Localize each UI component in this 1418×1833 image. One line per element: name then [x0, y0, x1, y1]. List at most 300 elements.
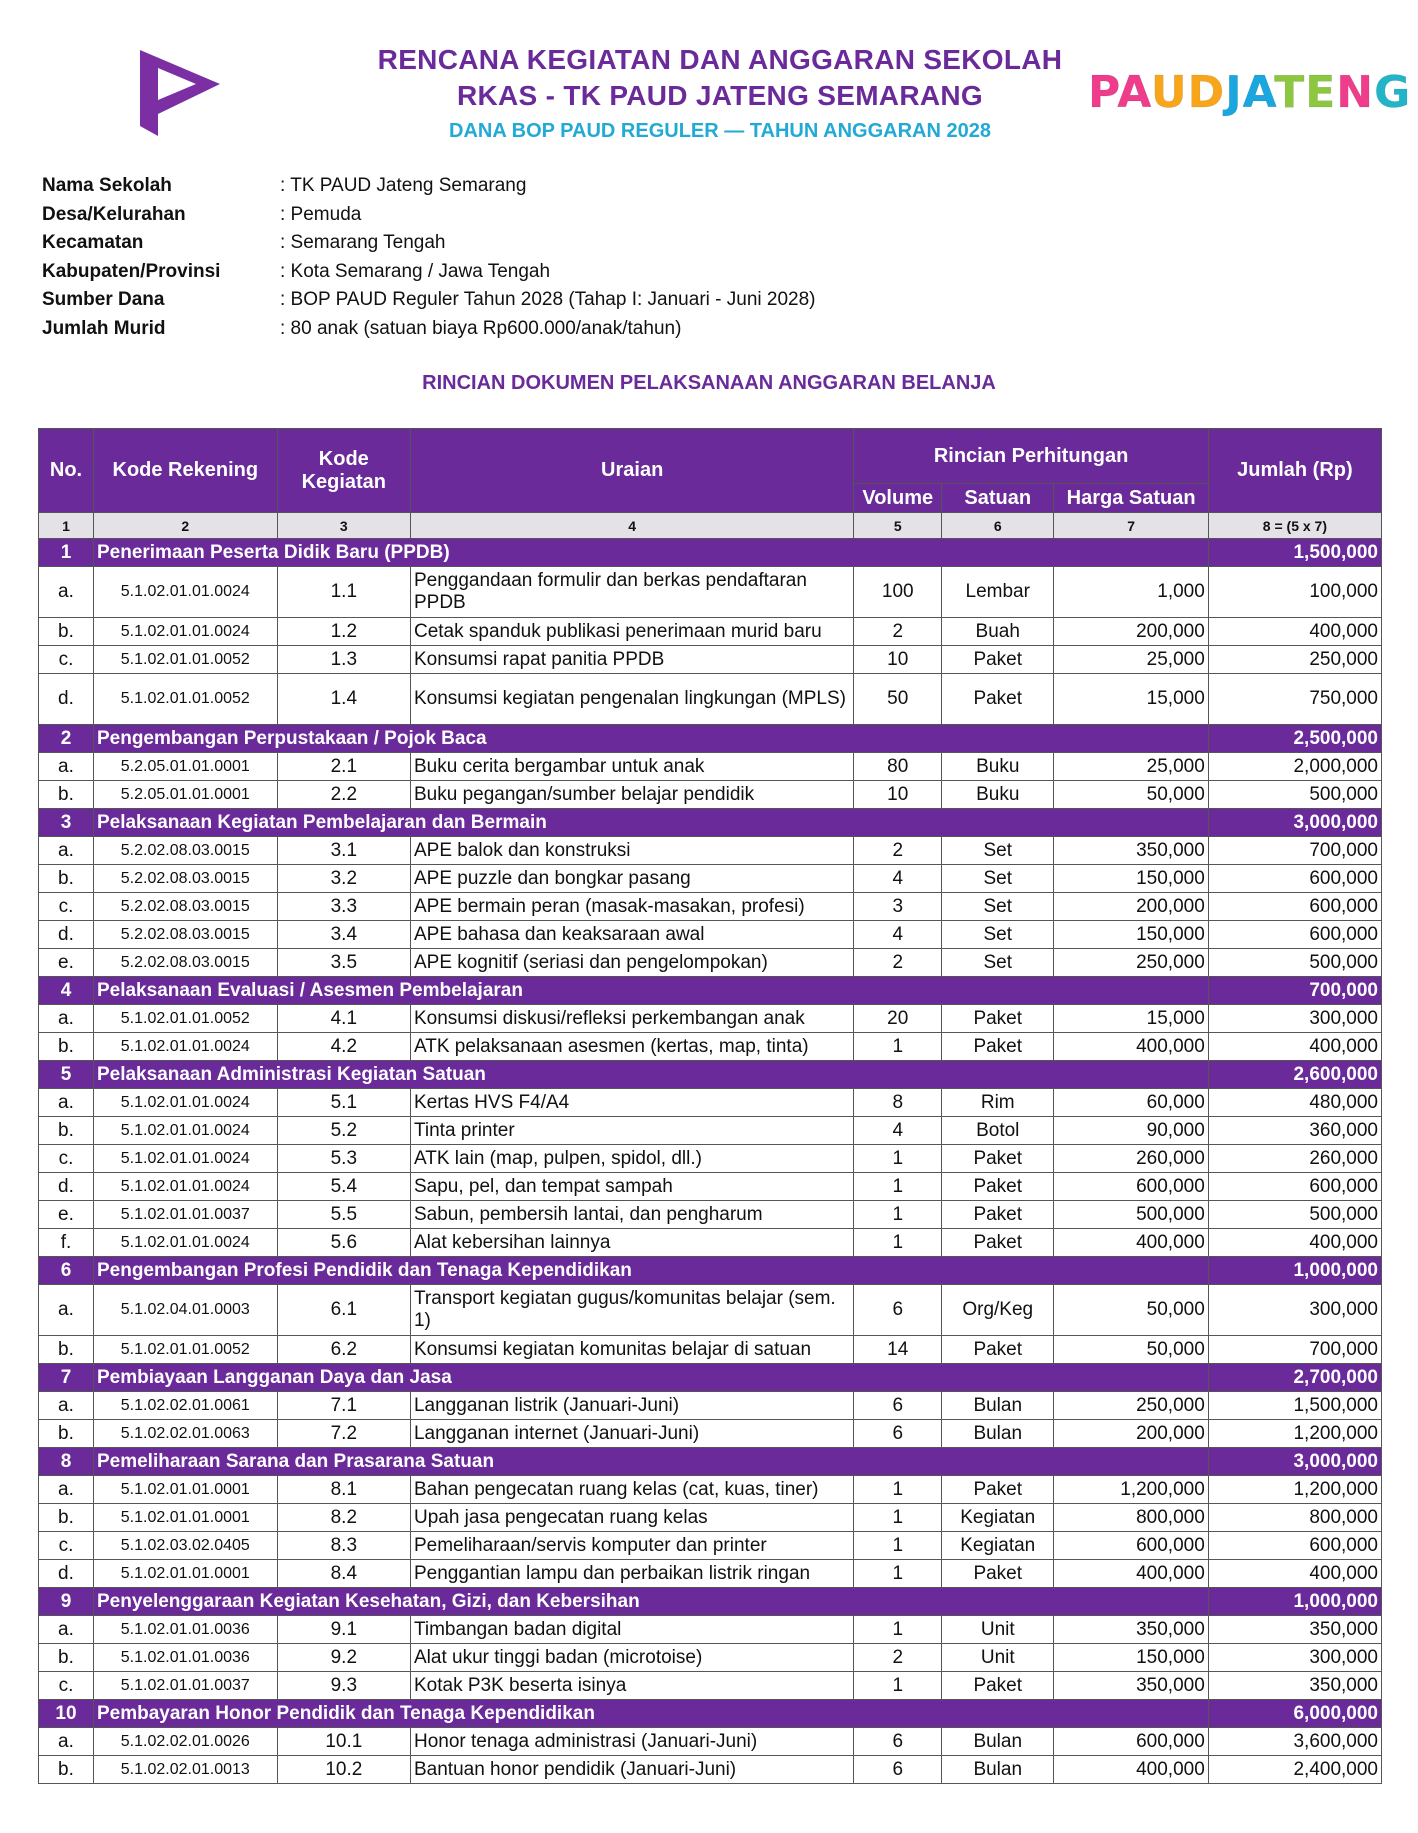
- item-volume: 10: [854, 646, 942, 674]
- info-label: Desa/Kelurahan: [42, 203, 186, 225]
- item-row: [39, 618, 1382, 646]
- item-volume: 14: [854, 1336, 942, 1364]
- item-harga-satuan: 250,000: [1054, 949, 1208, 977]
- item-uraian: APE kognitif (seriasi dan pengelompokan): [410, 949, 853, 977]
- school-logo-icon: [140, 50, 220, 136]
- item-kode-rekening: 5.1.02.02.01.0061: [93, 1392, 277, 1420]
- item-row: [39, 837, 1382, 865]
- item-kode-rekening: 5.1.02.01.01.0036: [93, 1644, 277, 1672]
- item-harga-satuan: 150,000: [1054, 1644, 1208, 1672]
- item-no: a.: [39, 1728, 94, 1756]
- category-total: 2,700,000: [1208, 1364, 1381, 1392]
- item-volume: 1: [854, 1560, 942, 1588]
- item-harga-satuan: 1,200,000: [1054, 1476, 1208, 1504]
- brand-letter: T: [1274, 67, 1306, 118]
- item-no: a.: [39, 1476, 94, 1504]
- item-row: [39, 1756, 1382, 1784]
- document-subtitle: DANA BOP PAUD REGULER — TAHUN ANGGARAN 2028: [449, 120, 991, 142]
- category-name: Pengembangan Profesi Pendidik dan Tenaga Kependidikan: [93, 1257, 1208, 1285]
- item-no: b.: [39, 1420, 94, 1448]
- category-row: [39, 809, 1382, 837]
- category-no: 6: [39, 1257, 94, 1285]
- item-jumlah: 1,200,000: [1208, 1420, 1381, 1448]
- item-row: [39, 1392, 1382, 1420]
- item-volume: 2: [854, 837, 942, 865]
- category-total: 2,500,000: [1208, 725, 1381, 753]
- header-volume: Volume: [854, 484, 942, 513]
- item-volume: 2: [854, 1644, 942, 1672]
- item-no: e.: [39, 949, 94, 977]
- category-name: Pelaksanaan Evaluasi / Asesmen Pembelajaran: [93, 977, 1208, 1005]
- header-rincian: Rincian Perhitungan: [854, 429, 1208, 484]
- item-kode-rekening: 5.1.02.01.01.0024: [93, 1173, 277, 1201]
- brand-letter: N: [1336, 67, 1375, 118]
- item-volume: 3: [854, 893, 942, 921]
- item-jumlah: 400,000: [1208, 1560, 1381, 1588]
- category-no: 3: [39, 809, 94, 837]
- item-harga-satuan: 25,000: [1054, 646, 1208, 674]
- item-uraian: Honor tenaga administrasi (Januari-Juni): [410, 1728, 853, 1756]
- item-uraian: ATK pelaksanaan asesmen (kertas, map, tinta): [410, 1033, 853, 1061]
- item-kode-kegiatan: 2.2: [277, 781, 410, 809]
- item-row: [39, 921, 1382, 949]
- item-volume: 6: [854, 1392, 942, 1420]
- item-no: c.: [39, 1672, 94, 1700]
- item-volume: 1: [854, 1173, 942, 1201]
- item-uraian: APE balok dan konstruksi: [410, 837, 853, 865]
- item-kode-rekening: 5.1.02.01.01.0052: [93, 674, 277, 725]
- item-satuan: Set: [942, 921, 1054, 949]
- category-row: [39, 1700, 1382, 1728]
- item-kode-rekening: 5.1.02.02.01.0026: [93, 1728, 277, 1756]
- item-no: a.: [39, 1089, 94, 1117]
- item-satuan: Paket: [942, 1005, 1054, 1033]
- item-uraian: Pemeliharaan/servis komputer dan printer: [410, 1532, 853, 1560]
- item-satuan: Paket: [942, 1145, 1054, 1173]
- item-harga-satuan: 350,000: [1054, 1616, 1208, 1644]
- item-satuan: Paket: [942, 1229, 1054, 1257]
- item-harga-satuan: 200,000: [1054, 618, 1208, 646]
- header-satuan: Satuan: [942, 484, 1054, 513]
- item-jumlah: 480,000: [1208, 1089, 1381, 1117]
- item-row: [39, 567, 1382, 618]
- item-jumlah: 350,000: [1208, 1672, 1381, 1700]
- category-no: 2: [39, 725, 94, 753]
- item-row: [39, 1089, 1382, 1117]
- category-row: [39, 1257, 1382, 1285]
- category-row: [39, 1588, 1382, 1616]
- info-value: : BOP PAUD Reguler Tahun 2028 (Tahap I: Januari - Juni 2028): [280, 289, 816, 311]
- item-row: [39, 1420, 1382, 1448]
- item-satuan: Buku: [942, 781, 1054, 809]
- item-jumlah: 500,000: [1208, 949, 1381, 977]
- item-kode-kegiatan: 8.1: [277, 1476, 410, 1504]
- category-no: 10: [39, 1700, 94, 1728]
- item-no: a.: [39, 1285, 94, 1336]
- item-row: [39, 1532, 1382, 1560]
- item-volume: 100: [854, 567, 942, 618]
- category-name: Pengembangan Perpustakaan / Pojok Baca: [93, 725, 1208, 753]
- item-no: e.: [39, 1201, 94, 1229]
- item-no: b.: [39, 1033, 94, 1061]
- item-harga-satuan: 60,000: [1054, 1089, 1208, 1117]
- item-kode-rekening: 5.1.02.01.01.0001: [93, 1476, 277, 1504]
- item-kode-kegiatan: 6.2: [277, 1336, 410, 1364]
- item-kode-kegiatan: 3.4: [277, 921, 410, 949]
- document-title-school: RKAS - TK PAUD JATENG SEMARANG: [457, 80, 983, 111]
- item-no: c.: [39, 646, 94, 674]
- item-satuan: Paket: [942, 1560, 1054, 1588]
- title-block: [300, 42, 1140, 146]
- category-total: 3,000,000: [1208, 809, 1381, 837]
- brand-letter: P: [1088, 67, 1118, 118]
- item-uraian: Buku pegangan/sumber belajar pendidik: [410, 781, 853, 809]
- item-kode-kegiatan: 7.2: [277, 1420, 410, 1448]
- item-volume: 2: [854, 949, 942, 977]
- category-name: Pembiayaan Langganan Daya dan Jasa: [93, 1364, 1208, 1392]
- item-kode-kegiatan: 1.4: [277, 674, 410, 725]
- item-uraian: Kertas HVS F4/A4: [410, 1089, 853, 1117]
- category-total: 6,000,000: [1208, 1700, 1381, 1728]
- item-no: b.: [39, 865, 94, 893]
- item-jumlah: 500,000: [1208, 781, 1381, 809]
- item-satuan: Set: [942, 893, 1054, 921]
- item-kode-rekening: 5.1.02.01.01.0037: [93, 1672, 277, 1700]
- item-kode-rekening: 5.1.02.02.01.0063: [93, 1420, 277, 1448]
- item-satuan: Paket: [942, 1033, 1054, 1061]
- item-volume: 1: [854, 1532, 942, 1560]
- item-no: a.: [39, 1005, 94, 1033]
- info-row: [42, 172, 942, 201]
- item-uraian: APE bahasa dan keaksaraan awal: [410, 921, 853, 949]
- item-kode-kegiatan: 5.3: [277, 1145, 410, 1173]
- item-kode-rekening: 5.2.05.01.01.0001: [93, 753, 277, 781]
- item-uraian: APE puzzle dan bongkar pasang: [410, 865, 853, 893]
- item-uraian: Penggantian lampu dan perbaikan listrik ringan: [410, 1560, 853, 1588]
- item-satuan: Unit: [942, 1616, 1054, 1644]
- item-no: b.: [39, 1336, 94, 1364]
- category-name: Penerimaan Peserta Didik Baru (PPDB): [93, 539, 1208, 567]
- document-header: [0, 0, 1418, 160]
- header-harga-satuan: Harga Satuan: [1054, 484, 1208, 513]
- item-uraian: APE bermain peran (masak-masakan, profesi): [410, 893, 853, 921]
- category-no: 5: [39, 1061, 94, 1089]
- item-row: [39, 1644, 1382, 1672]
- item-satuan: Botol: [942, 1117, 1054, 1145]
- item-satuan: Bulan: [942, 1728, 1054, 1756]
- header-kode-rekening: Kode Rekening: [93, 429, 277, 513]
- item-kode-rekening: 5.1.02.04.01.0003: [93, 1285, 277, 1336]
- category-row: [39, 1448, 1382, 1476]
- brand-letter: J: [1225, 67, 1243, 118]
- info-row: [42, 258, 942, 287]
- item-harga-satuan: 400,000: [1054, 1756, 1208, 1784]
- item-harga-satuan: 150,000: [1054, 865, 1208, 893]
- item-kode-rekening: 5.1.02.03.02.0405: [93, 1532, 277, 1560]
- item-kode-rekening: 5.1.02.01.01.0024: [93, 1117, 277, 1145]
- category-row: [39, 977, 1382, 1005]
- item-uraian: ATK lain (map, pulpen, spidol, dll.): [410, 1145, 853, 1173]
- item-kode-rekening: 5.1.02.01.01.0036: [93, 1616, 277, 1644]
- item-uraian: Tinta printer: [410, 1117, 853, 1145]
- item-row: [39, 1033, 1382, 1061]
- item-harga-satuan: 350,000: [1054, 837, 1208, 865]
- category-name: Pelaksanaan Kegiatan Pembelajaran dan Bermain: [93, 809, 1208, 837]
- item-kode-kegiatan: 10.1: [277, 1728, 410, 1756]
- category-total: 3,000,000: [1208, 1448, 1381, 1476]
- info-value: : 80 anak (satuan biaya Rp600.000/anak/tahun): [280, 317, 682, 339]
- item-volume: 20: [854, 1005, 942, 1033]
- item-kode-kegiatan: 5.1: [277, 1089, 410, 1117]
- item-no: c.: [39, 893, 94, 921]
- budget-table: [38, 428, 1382, 1784]
- item-jumlah: 2,400,000: [1208, 1756, 1381, 1784]
- item-jumlah: 250,000: [1208, 646, 1381, 674]
- item-volume: 4: [854, 1117, 942, 1145]
- item-satuan: Bulan: [942, 1420, 1054, 1448]
- info-label: Kecamatan: [42, 232, 144, 254]
- item-satuan: Paket: [942, 1476, 1054, 1504]
- item-jumlah: 350,000: [1208, 1616, 1381, 1644]
- item-satuan: Paket: [942, 1336, 1054, 1364]
- item-kode-kegiatan: 1.1: [277, 567, 410, 618]
- item-harga-satuan: 15,000: [1054, 674, 1208, 725]
- item-volume: 1: [854, 1033, 942, 1061]
- item-kode-rekening: 5.1.02.01.01.0024: [93, 618, 277, 646]
- item-kode-rekening: 5.1.02.02.01.0013: [93, 1756, 277, 1784]
- item-kode-kegiatan: 7.1: [277, 1392, 410, 1420]
- item-satuan: Set: [942, 949, 1054, 977]
- item-jumlah: 600,000: [1208, 1173, 1381, 1201]
- item-harga-satuan: 150,000: [1054, 921, 1208, 949]
- item-row: [39, 1476, 1382, 1504]
- item-row: [39, 781, 1382, 809]
- item-no: a.: [39, 567, 94, 618]
- item-no: a.: [39, 1616, 94, 1644]
- info-row: [42, 229, 942, 258]
- item-satuan: Paket: [942, 674, 1054, 725]
- item-satuan: Kegiatan: [942, 1504, 1054, 1532]
- item-kode-kegiatan: 2.1: [277, 753, 410, 781]
- item-no: d.: [39, 1173, 94, 1201]
- item-row: [39, 1504, 1382, 1532]
- item-kode-kegiatan: 6.1: [277, 1285, 410, 1336]
- item-row: [39, 1173, 1382, 1201]
- item-row: [39, 1145, 1382, 1173]
- item-uraian: Kotak P3K beserta isinya: [410, 1672, 853, 1700]
- column-number-row: [39, 513, 1382, 539]
- item-jumlah: 800,000: [1208, 1504, 1381, 1532]
- item-row: [39, 1672, 1382, 1700]
- item-kode-kegiatan: 5.5: [277, 1201, 410, 1229]
- item-kode-kegiatan: 5.2: [277, 1117, 410, 1145]
- item-volume: 8: [854, 1089, 942, 1117]
- item-satuan: Paket: [942, 646, 1054, 674]
- item-volume: 6: [854, 1728, 942, 1756]
- item-no: d.: [39, 1560, 94, 1588]
- item-satuan: Bulan: [942, 1392, 1054, 1420]
- item-row: [39, 865, 1382, 893]
- item-kode-kegiatan: 9.2: [277, 1644, 410, 1672]
- item-uraian: Sapu, pel, dan tempat sampah: [410, 1173, 853, 1201]
- item-kode-kegiatan: 3.3: [277, 893, 410, 921]
- item-harga-satuan: 25,000: [1054, 753, 1208, 781]
- column-number: 1: [39, 513, 94, 539]
- item-kode-kegiatan: 5.6: [277, 1229, 410, 1257]
- item-no: a.: [39, 837, 94, 865]
- item-harga-satuan: 600,000: [1054, 1532, 1208, 1560]
- item-jumlah: 700,000: [1208, 837, 1381, 865]
- item-jumlah: 600,000: [1208, 865, 1381, 893]
- item-no: b.: [39, 1504, 94, 1532]
- column-number: 5: [854, 513, 942, 539]
- item-kode-rekening: 5.2.02.08.03.0015: [93, 949, 277, 977]
- header-kode-kegiatan: Kode Kegiatan: [277, 429, 410, 513]
- info-row: [42, 286, 942, 315]
- column-number: 2: [93, 513, 277, 539]
- info-label: Jumlah Murid: [42, 317, 166, 339]
- item-kode-rekening: 5.1.02.01.01.0024: [93, 567, 277, 618]
- item-satuan: Buku: [942, 753, 1054, 781]
- info-row: [42, 315, 942, 344]
- item-kode-rekening: 5.1.02.01.01.0024: [93, 1145, 277, 1173]
- item-satuan: Buah: [942, 618, 1054, 646]
- item-kode-rekening: 5.2.02.08.03.0015: [93, 837, 277, 865]
- item-kode-rekening: 5.1.02.01.01.0001: [93, 1504, 277, 1532]
- item-row: [39, 1616, 1382, 1644]
- item-kode-kegiatan: 3.2: [277, 865, 410, 893]
- item-harga-satuan: 600,000: [1054, 1728, 1208, 1756]
- info-value: : Pemuda: [280, 203, 362, 225]
- item-no: d.: [39, 674, 94, 725]
- item-jumlah: 260,000: [1208, 1145, 1381, 1173]
- item-no: b.: [39, 1644, 94, 1672]
- item-jumlah: 700,000: [1208, 1336, 1381, 1364]
- item-row: [39, 1229, 1382, 1257]
- item-no: b.: [39, 781, 94, 809]
- item-row: [39, 1117, 1382, 1145]
- item-satuan: Set: [942, 865, 1054, 893]
- item-satuan: Lembar: [942, 567, 1054, 618]
- brand-letter: U: [1150, 67, 1188, 118]
- item-uraian: Penggandaan formulir dan berkas pendaftaran PPDB: [410, 567, 853, 618]
- item-no: d.: [39, 921, 94, 949]
- item-kode-kegiatan: 8.2: [277, 1504, 410, 1532]
- category-no: 4: [39, 977, 94, 1005]
- item-harga-satuan: 600,000: [1054, 1173, 1208, 1201]
- category-name: Pelaksanaan Administrasi Kegiatan Satuan: [93, 1061, 1208, 1089]
- info-label: Sumber Dana: [42, 289, 165, 311]
- info-label: Nama Sekolah: [42, 175, 172, 197]
- item-volume: 2: [854, 618, 942, 646]
- item-volume: 1: [854, 1145, 942, 1173]
- item-kode-kegiatan: 5.4: [277, 1173, 410, 1201]
- item-jumlah: 400,000: [1208, 1033, 1381, 1061]
- item-volume: 1: [854, 1504, 942, 1532]
- item-jumlah: 1,200,000: [1208, 1476, 1381, 1504]
- item-kode-rekening: 5.1.02.01.01.0024: [93, 1033, 277, 1061]
- item-kode-kegiatan: 9.1: [277, 1616, 410, 1644]
- brand-letter: A: [1242, 67, 1275, 118]
- brand-letter: E: [1305, 67, 1337, 118]
- item-kode-kegiatan: 9.3: [277, 1672, 410, 1700]
- item-kode-kegiatan: 8.4: [277, 1560, 410, 1588]
- item-kode-rekening: 5.1.02.01.01.0024: [93, 1089, 277, 1117]
- item-no: b.: [39, 1756, 94, 1784]
- item-kode-rekening: 5.1.02.01.01.0052: [93, 646, 277, 674]
- item-harga-satuan: 400,000: [1054, 1033, 1208, 1061]
- item-satuan: Org/Keg: [942, 1285, 1054, 1336]
- item-jumlah: 3,600,000: [1208, 1728, 1381, 1756]
- item-volume: 50: [854, 674, 942, 725]
- item-uraian: Langganan listrik (Januari-Juni): [410, 1392, 853, 1420]
- item-satuan: Kegiatan: [942, 1532, 1054, 1560]
- item-jumlah: 750,000: [1208, 674, 1381, 725]
- item-harga-satuan: 1,000: [1054, 567, 1208, 618]
- item-harga-satuan: 200,000: [1054, 893, 1208, 921]
- item-harga-satuan: 15,000: [1054, 1005, 1208, 1033]
- brand-letter: D: [1187, 67, 1226, 118]
- item-row: [39, 753, 1382, 781]
- header-uraian: Uraian: [410, 429, 853, 513]
- document-title: RENCANA KEGIATAN DAN ANGGARAN SEKOLAH: [377, 44, 1063, 75]
- item-volume: 1: [854, 1476, 942, 1504]
- item-satuan: Rim: [942, 1089, 1054, 1117]
- column-number: 7: [1054, 513, 1208, 539]
- item-uraian: Konsumsi rapat panitia PPDB: [410, 646, 853, 674]
- item-satuan: Paket: [942, 1672, 1054, 1700]
- school-info: [42, 172, 942, 343]
- item-kode-kegiatan: 4.1: [277, 1005, 410, 1033]
- info-value: : Kota Semarang / Jawa Tengah: [280, 260, 551, 282]
- item-jumlah: 1,500,000: [1208, 1392, 1381, 1420]
- item-uraian: Bahan pengecatan ruang kelas (cat, kuas, tiner): [410, 1476, 853, 1504]
- category-no: 7: [39, 1364, 94, 1392]
- item-jumlah: 500,000: [1208, 1201, 1381, 1229]
- category-row: [39, 539, 1382, 567]
- item-kode-kegiatan: 3.1: [277, 837, 410, 865]
- paudjateng-logo: [1088, 67, 1412, 118]
- item-satuan: Bulan: [942, 1756, 1054, 1784]
- item-volume: 1: [854, 1229, 942, 1257]
- item-satuan: Set: [942, 837, 1054, 865]
- item-volume: 80: [854, 753, 942, 781]
- item-kode-kegiatan: 1.2: [277, 618, 410, 646]
- item-kode-rekening: 5.2.05.01.01.0001: [93, 781, 277, 809]
- column-number: 6: [942, 513, 1054, 539]
- item-kode-rekening: 5.1.02.01.01.0024: [93, 1229, 277, 1257]
- item-jumlah: 400,000: [1208, 1229, 1381, 1257]
- info-label: Kabupaten/Provinsi: [42, 260, 221, 282]
- item-uraian: Alat ukur tinggi badan (microtoise): [410, 1644, 853, 1672]
- item-volume: 6: [854, 1756, 942, 1784]
- item-kode-kegiatan: 3.5: [277, 949, 410, 977]
- item-uraian: Konsumsi kegiatan komunitas belajar di satuan: [410, 1336, 853, 1364]
- item-row: [39, 1005, 1382, 1033]
- brand-letter: G: [1374, 67, 1412, 118]
- column-number: 4: [410, 513, 853, 539]
- item-row: [39, 1560, 1382, 1588]
- item-harga-satuan: 800,000: [1054, 1504, 1208, 1532]
- item-no: c.: [39, 1532, 94, 1560]
- category-total: 1,500,000: [1208, 539, 1381, 567]
- item-uraian: Konsumsi kegiatan pengenalan lingkungan (MPLS): [410, 674, 853, 725]
- item-volume: 1: [854, 1672, 942, 1700]
- item-kode-rekening: 5.1.02.01.01.0001: [93, 1560, 277, 1588]
- item-uraian: Langganan internet (Januari-Juni): [410, 1420, 853, 1448]
- item-row: [39, 949, 1382, 977]
- item-uraian: Cetak spanduk publikasi penerimaan murid baru: [410, 618, 853, 646]
